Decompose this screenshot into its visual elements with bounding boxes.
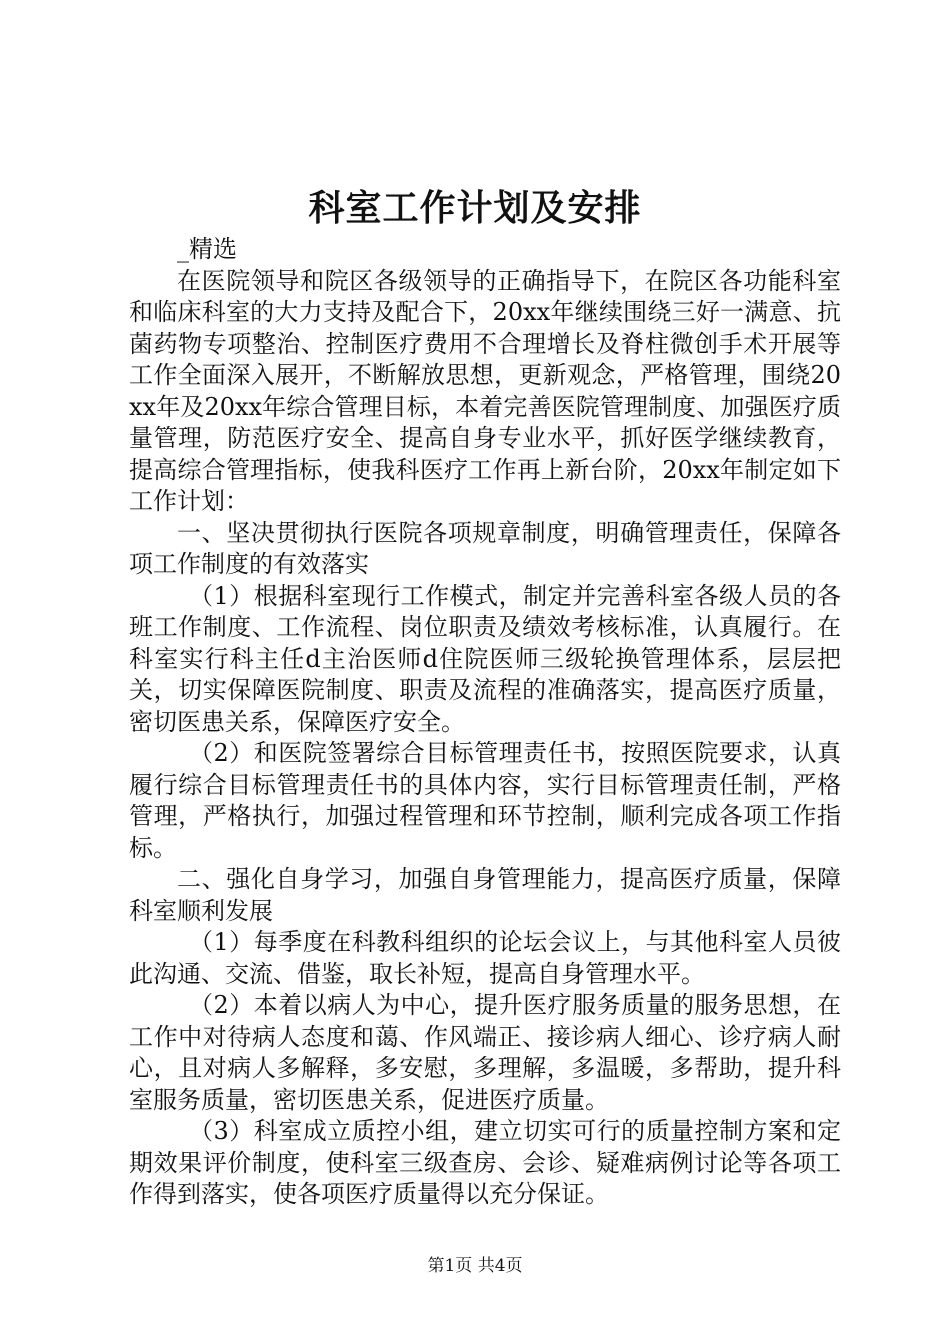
page-footer: 第1页 共4页 (427, 1256, 523, 1276)
document-body (129, 234, 841, 1211)
section-heading-2: 二、强化自身学习，加强自身管理能力，提高医疗质量，保障科室顺利发展 (129, 865, 841, 925)
section-2-item-3: （3）科室成立质控小组，建立切实可行的质量控制方案和定期效果评价制度，使科室三级查房、会诊、疑难病例讨论等各项工作得到落实，使各项医疗质量得以充分保证。 (129, 1117, 841, 1208)
section-heading-1: 一、坚决贯彻执行医院各项规章制度，明确管理责任，保障各项工作制度的有效落实 (129, 518, 841, 578)
subtitle: _精选 (177, 235, 237, 263)
section-1-item-1: （1）根据科室现行工作模式，制定并完善科室各级人员的各班工作制度、工作流程、岗位职责及绩效考核标准，认真履行。在科室实行科主任d主治医师d住院医师三级轮换管理体系，层层把关，切实保障医院制度、职责及流程的准确落实，提高医疗质量，密切医患关系，保障医疗安全。 (129, 581, 841, 736)
section-2-item-2: （2）本着以病人为中心，提升医疗服务质量的服务思想，在工作中对待病人态度和蔼、作风端正、接诊病人细心、诊疗病人耐心，且对病人多解释，多安慰，多理解，多温暖，多帮助，提升科室服务质量，密切医患关系，促进医疗质量。 (129, 991, 841, 1114)
document-title: 科室工作计划及安排 (308, 187, 642, 229)
section-2-item-1: （1）每季度在科教科组织的论坛会议上，与其他科室人员彼此沟通、交流、借鉴，取长补短，提高自身管理水平。 (129, 928, 841, 988)
intro-paragraph: 在医院领导和院区各级领导的正确指导下，在院区各功能科室和临床科室的大力支持及配合下，20xx年继续围绕三好一满意、抗菌药物专项整治、控制医疗费用不合理增长及脊柱微创手术开展等工作全面深入展开，不断解放思想，更新观念，严格管理，围绕20xx年及20xx年综合管理目标，本着完善医院管理制度、加强医疗质量管理，防范医疗安全、提高自身专业水平，抓好医学继续教育，提高综合管理指标，使我科医疗工作再上新台阶，20xx年制定如下工作计划： (129, 266, 841, 515)
section-1-item-2: （2）和医院签署综合目标管理责任书，按照医院要求，认真履行综合目标管理责任书的具体内容，实行目标管理责任制，严格管理，严格执行，加强过程管理和环节控制，顺利完成各项工作指标。 (129, 739, 841, 862)
